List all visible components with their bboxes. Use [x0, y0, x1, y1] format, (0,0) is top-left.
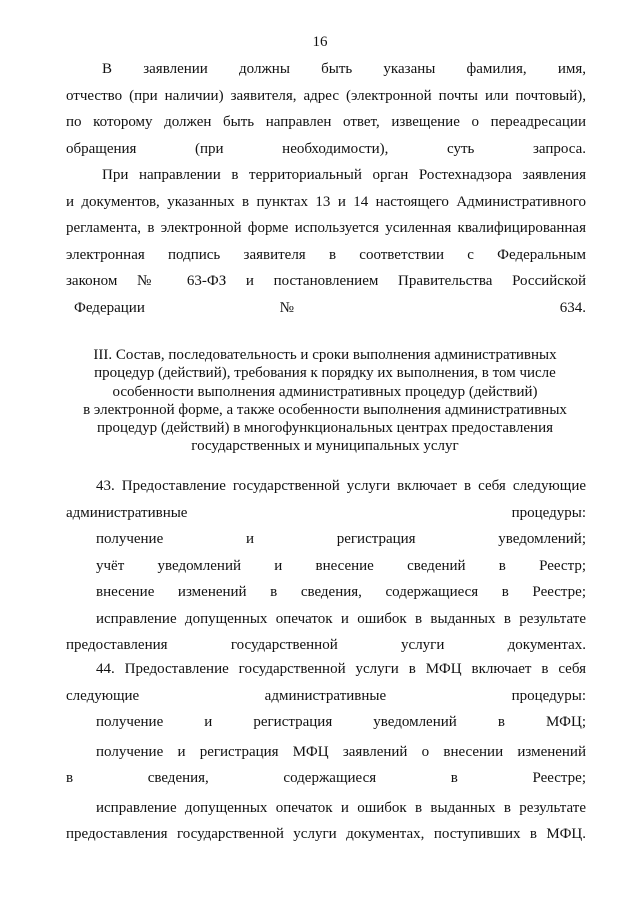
list-item-43-3	[96, 579, 586, 606]
section-heading	[60, 346, 590, 456]
text-line: следующие административные процедуры:	[66, 687, 586, 704]
text-line: исправление допущенных опечаток и ошибок в выданных в результате	[96, 799, 586, 816]
text-line: учёт уведомлений и внесение сведений в Реестр;	[96, 557, 586, 574]
text-line: получение и регистрация уведомлений;	[96, 531, 586, 547]
paragraph-request-content-cont	[66, 83, 586, 163]
text-line: отчество (при наличии) заявителя, адрес (электронной почты или почтовый),	[66, 87, 586, 104]
text-line: предоставления государственной услуги документах, поступивших в МФЦ.	[66, 826, 586, 842]
text-line: В заявлении должны быть указаны фамилия, имя,	[102, 61, 586, 77]
text-line: 44. Предоставление государственной услуги в МФЦ включает в себя	[96, 661, 586, 677]
text-line: получение и регистрация уведомлений в МФЦ;	[96, 714, 586, 730]
text-line: в сведения, содержащиеся в Реестре;	[66, 770, 586, 786]
heading-line: государственных и муниципальных услуг	[191, 438, 459, 455]
intro-block	[66, 56, 586, 162]
text-line: по которому должен быть направлен ответ, извещение о переадресации	[66, 114, 586, 130]
list-item-43-1	[96, 526, 586, 553]
item-43-block	[66, 473, 586, 659]
paragraph-44-cont	[66, 683, 586, 710]
paragraph-43-cont	[66, 500, 586, 527]
page-number: 16	[312, 34, 328, 50]
text-line: законом № 63-ФЗ и постановлением Правительства Российской	[66, 273, 586, 289]
text-line: Федерации № 634.	[74, 299, 586, 316]
list-item-44-2	[96, 739, 586, 766]
item-44-block	[66, 656, 586, 848]
heading-line: III. Состав, последовательность и сроки выполнения административных	[93, 347, 557, 363]
list-item-44-2-cont	[66, 765, 586, 792]
heading-line: особенности выполнения административных процедур (действий)	[112, 383, 538, 400]
text-line: административные процедуры:	[66, 504, 586, 521]
text-line: 43. Предоставление государственной услуги включает в себя следующие	[96, 478, 586, 494]
text-line: внесение изменений в сведения, содержащиеся в Реестре;	[96, 584, 586, 600]
list-item-44-3	[96, 795, 586, 822]
heading-line: процедур (действий), требования к порядку их выполнения, в том числе	[94, 365, 556, 382]
list-item-43-2	[96, 553, 586, 580]
text-line: регламента, в электронной форме используется усиленная квалифицированная	[66, 220, 586, 236]
intro-block-2	[66, 162, 586, 321]
list-item-44-1	[96, 709, 586, 736]
heading-line: процедур (действий) в многофункциональных центрах предоставления	[96, 420, 554, 437]
list-item-43-4	[96, 606, 586, 633]
text-line: и документов, указанных в пунктах 13 и 14 настоящего Административного	[66, 193, 586, 210]
paragraph-43	[96, 473, 586, 500]
heading-line: в электронной форме, а также особенности выполнения административных	[83, 401, 567, 418]
text-line: обращения (при необходимости), суть запроса.	[66, 140, 586, 157]
text-line: получение и регистрация МФЦ заявлений о внесении изменений	[96, 743, 586, 760]
text-line: электронная подпись заявителя в соответствии с Федеральным	[66, 246, 586, 263]
list-item-43-4-cont	[66, 632, 586, 659]
paragraph-44	[96, 656, 586, 683]
paragraph-electronic-signature-cont	[66, 189, 586, 322]
text-line: исправление допущенных опечаток и ошибок в выданных в результате	[96, 610, 586, 627]
paragraph-electronic-signature	[102, 162, 586, 189]
list-item-44-3-cont	[66, 821, 586, 848]
text-line: предоставления государственной услуги документах.	[66, 637, 586, 653]
paragraph-request-content	[102, 56, 586, 83]
text-line: При направлении в территориальный орган Ростехнадзора заявления	[102, 167, 586, 183]
